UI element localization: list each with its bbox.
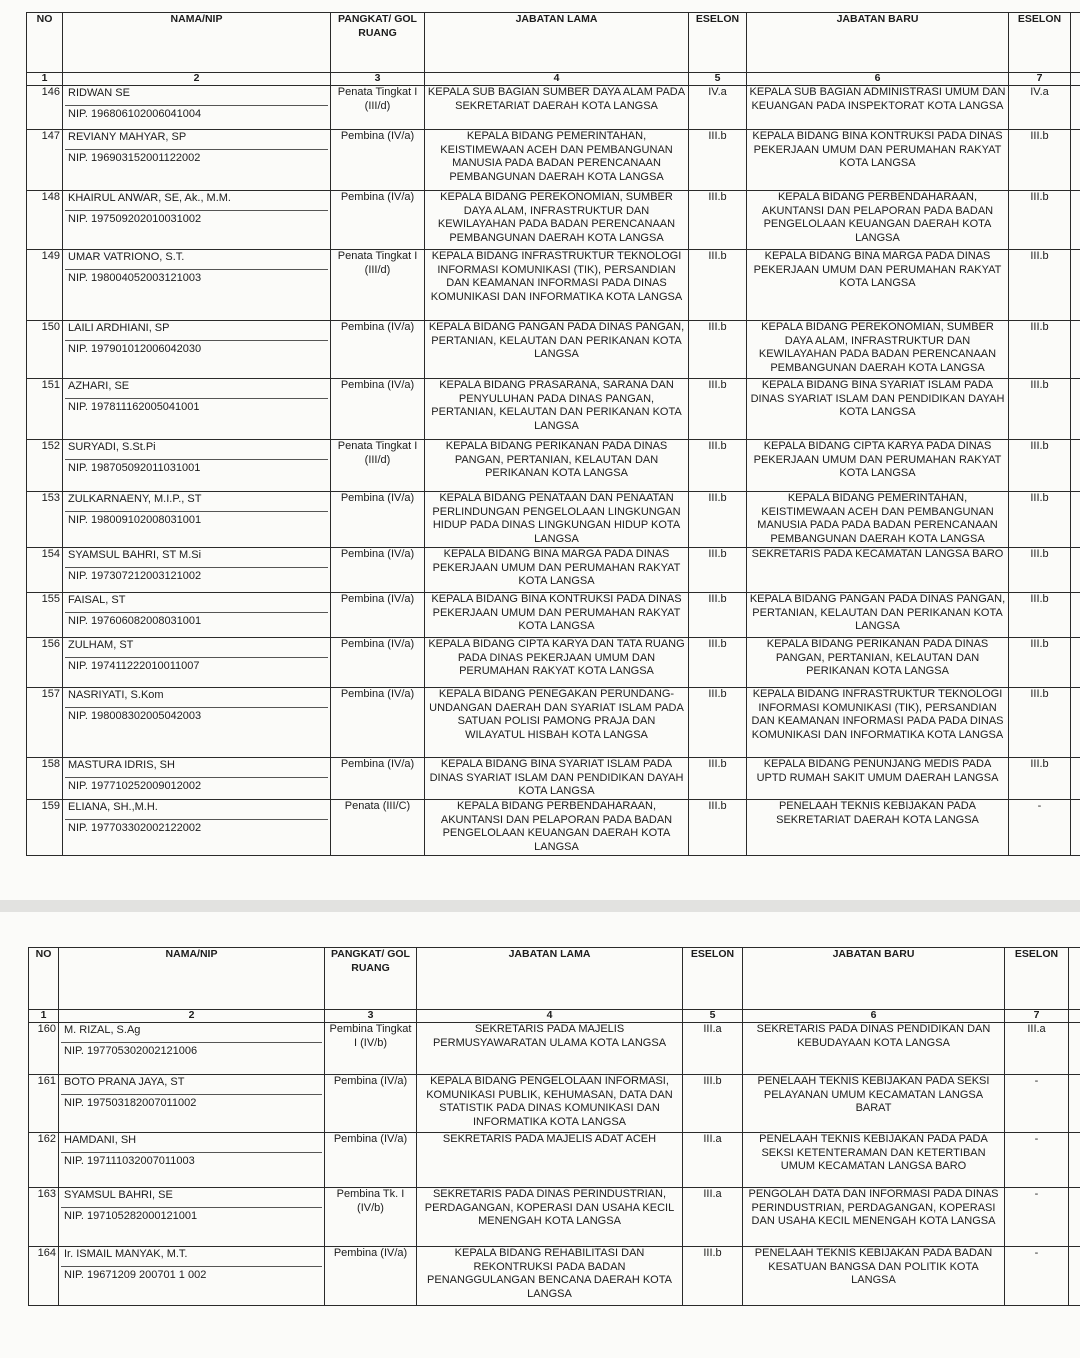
overflow-cell [1071, 191, 1080, 250]
header-eselon-baru: ESELON [1009, 13, 1071, 73]
new-echelon: III.b [1009, 321, 1071, 379]
table-row [29, 1188, 1080, 1247]
employee-name: ELIANA, SH.,M.H. [65, 800, 328, 820]
employee-cell [59, 1247, 325, 1306]
row-number: 152 [27, 440, 63, 492]
header-overflow-cell [1069, 948, 1080, 1010]
employee-name: SYAMSUL BAHRI, ST M.Si [65, 548, 328, 568]
row-number: 149 [27, 250, 63, 321]
table-row [27, 379, 1080, 440]
employee-name: SYAMSUL BAHRI, SE [61, 1188, 322, 1208]
column-number: 4 [417, 1010, 683, 1023]
new-position: KEPALA BIDANG INFRASTRUKTUR TEKNOLOGI INFORMASI KOMUNIKASI (TIK), PERSANDIAN DAN KEAMANAN INFORMASI PADA PADA DINAS KOMUNIKASI DAN INFORMATIKA KOTA LANGSA [747, 688, 1009, 758]
employee-nip: NIP. 197705302002121006 [64, 1045, 198, 1057]
new-echelon: - [1005, 1188, 1069, 1247]
rank-grade: Penata Tingkat I (III/d) [331, 250, 425, 321]
employee-nip: NIP. 197503182007011002 [64, 1097, 197, 1109]
employee-cell [63, 492, 331, 548]
old-position: KEPALA BIDANG PERIKANAN PADA DINAS PANGAN, PERTANIAN, KELAUTAN DAN PERIKANAN KOTA LANGSA [425, 440, 689, 492]
new-echelon: III.b [1009, 130, 1071, 191]
employee-nip: NIP. 197111032007011003 [64, 1155, 195, 1167]
employee-cell [59, 1188, 325, 1247]
new-position: SEKRETARIS PADA KECAMATAN LANGSA BARO [747, 548, 1009, 593]
old-position: KEPALA BIDANG CIPTA KARYA DAN TATA RUANG PADA DINAS PEKERJAAN UMUM DAN PERUMAHAN RAKYAT KOTA LANGSA [425, 638, 689, 688]
employee-nip: NIP. 197901012006042030 [68, 343, 202, 355]
employee-nip: NIP. 197606082008031001 [68, 615, 202, 627]
employee-cell [63, 321, 331, 379]
table-row [27, 250, 1080, 321]
employee-cell [63, 758, 331, 800]
new-position: KEPALA BIDANG BINA SYARIAT ISLAM PADA DINAS SYARIAT ISLAM DAN PENDIDIKAN DAYAH KOTA LANGSA [747, 379, 1009, 440]
rank-grade: Pembina Tk. I (IV/b) [325, 1188, 417, 1247]
employee-cell [63, 379, 331, 440]
new-position: KEPALA BIDANG BINA KONTRUKSI PADA DINAS PEKERJAAN UMUM DAN PERUMAHAN RAKYAT KOTA LANGSA [747, 130, 1009, 191]
column-number: 1 [27, 73, 63, 86]
old-echelon: III.a [683, 1023, 743, 1075]
table-row [27, 800, 1080, 856]
employee-cell [63, 638, 331, 688]
header-no: NO [29, 948, 59, 1010]
employee-name: NASRIYATI, S.Kom [65, 688, 328, 708]
column-number: 1 [29, 1010, 59, 1023]
old-position: KEPALA BIDANG INFRASTRUKTUR TEKNOLOGI INFORMASI KOMUNIKASI (TIK), PERSANDIAN DAN KEAMANAN INFORMASI PADA DINAS KOMUNIKASI DAN INFORMATIKA KOTA LANGSA [425, 250, 689, 321]
rank-grade: Pembina (IV/a) [331, 593, 425, 638]
column-number: 6 [743, 1010, 1005, 1023]
row-number: 162 [29, 1133, 59, 1188]
rank-grade: Penata Tingkat I (III/d) [331, 86, 425, 130]
new-echelon: III.b [1009, 379, 1071, 440]
overflow-cell [1071, 130, 1080, 191]
column-number: 5 [683, 1010, 743, 1023]
row-number: 163 [29, 1188, 59, 1247]
employee-name: SURYADI, S.St.Pi [65, 440, 328, 460]
employee-cell [63, 86, 331, 130]
row-number: 153 [27, 492, 63, 548]
overflow-cell [1071, 800, 1080, 856]
new-position: KEPALA BIDANG PANGAN PADA DINAS PANGAN, PERTANIAN, KELAUTAN DAN PERIKANAN KOTA LANGSA [747, 593, 1009, 638]
overflow-cell [1069, 1188, 1080, 1247]
column-number-row [27, 73, 1080, 86]
header-jabatan-lama: JABATAN LAMA [425, 13, 689, 73]
rank-grade: Pembina (IV/a) [331, 758, 425, 800]
new-echelon: - [1005, 1133, 1069, 1188]
rank-grade: Pembina (IV/a) [325, 1247, 417, 1306]
column-number: 2 [59, 1010, 325, 1023]
old-echelon: III.b [689, 250, 747, 321]
personnel-table-page-2 [28, 947, 1080, 1306]
document-page-2 [0, 912, 1080, 1358]
column-number: 5 [689, 73, 747, 86]
table-header [27, 13, 1080, 86]
old-position: KEPALA SUB BAGIAN SUMBER DAYA ALAM PADA SEKRETARIAT DAERAH KOTA LANGSA [425, 86, 689, 130]
new-position: KEPALA BIDANG CIPTA KARYA PADA DINAS PEKERJAAN UMUM DAN PERUMAHAN RAKYAT KOTA LANGSA [747, 440, 1009, 492]
employee-cell [63, 130, 331, 191]
employee-nip: NIP. 196903152001122002 [68, 152, 201, 164]
table-body-page-2 [29, 1023, 1080, 1306]
new-position: KEPALA BIDANG PENUNJANG MEDIS PADA UPTD RUMAH SAKIT UMUM DAERAH LANGSA [747, 758, 1009, 800]
old-position: KEPALA BIDANG REHABILITASI DAN REKONTRUKSI PADA BADAN PENANGGULANGAN BENCANA DAERAH KOTA LANGSA [417, 1247, 683, 1306]
old-echelon: III.b [689, 440, 747, 492]
employee-name: REVIANY MAHYAR, SP [65, 130, 328, 150]
old-position: KEPALA BIDANG PANGAN PADA DINAS PANGAN, PERTANIAN, KELAUTAN DAN PERIKANAN KOTA LANGSA [425, 321, 689, 379]
employee-nip: NIP. 197811162005041001 [68, 401, 200, 413]
page-separator [0, 900, 1080, 912]
header-jabatan-baru: JABATAN BARU [747, 13, 1009, 73]
table-row [29, 1075, 1080, 1133]
table-row [27, 191, 1080, 250]
employee-cell [63, 548, 331, 593]
old-echelon: III.b [683, 1247, 743, 1306]
column-number-row [29, 1010, 1080, 1023]
old-position: KEPALA BIDANG PEMERINTAHAN, KEISTIMEWAAN ACEH DAN PEMBANGUNAN MANUSIA PADA BADAN PERENCANAAN PEMBANGUNAN DAERAH KOTA LANGSA [425, 130, 689, 191]
employee-cell [63, 800, 331, 856]
overflow-cell [1071, 321, 1080, 379]
employee-nip: NIP. 197710252009012002 [68, 780, 202, 792]
overflow-cell [1069, 1023, 1080, 1075]
column-number: 4 [425, 73, 689, 86]
table-row [27, 548, 1080, 593]
employee-cell [63, 440, 331, 492]
new-position: KEPALA BIDANG PEMERINTAHAN, KEISTIMEWAAN ACEH DAN PEMBANGUNAN MANUSIA PADA PADA BADAN PERENCANAAN PEMBANGUNAN DAERAH KOTA LANGSA [747, 492, 1009, 548]
old-position: KEPALA BIDANG PERBENDAHARAAN, AKUNTANSI DAN PELAPORAN PADA BADAN PENGELOLAAN KEUANGAN DAERAH KOTA LANGSA [425, 800, 689, 856]
employee-name: FAISAL, ST [65, 593, 328, 613]
old-echelon: III.b [689, 548, 747, 593]
old-echelon: III.b [689, 638, 747, 688]
old-position: KEPALA BIDANG PENATAAN DAN PENAATAN PERLINDUNGAN PENGELOLAAN LINGKUNGAN HIDUP PADA DINAS LINGKUNGAN HIDUP KOTA LANGSA [425, 492, 689, 548]
old-echelon: III.b [689, 130, 747, 191]
employee-name: RIDWAN SE [65, 86, 328, 106]
header-pangkat: PANGKAT/ GOL RUANG [331, 13, 425, 73]
old-echelon: III.b [689, 321, 747, 379]
table-row [29, 1023, 1080, 1075]
employee-nip: NIP. 197105282000121001 [64, 1210, 198, 1222]
row-number: 155 [27, 593, 63, 638]
new-position: SEKRETARIS PADA DINAS PENDIDIKAN DAN KEBUDAYAAN KOTA LANGSA [743, 1023, 1005, 1075]
row-number: 160 [29, 1023, 59, 1075]
new-echelon: III.b [1009, 191, 1071, 250]
new-position: KEPALA SUB BAGIAN ADMINISTRASI UMUM DAN KEUANGAN PADA INSPEKTORAT KOTA LANGSA [747, 86, 1009, 130]
old-position: KEPALA BIDANG PENGELOLAAN INFORMASI, KOMUNIKASI PUBLIK, KEHUMASAN, DATA DAN STATISTIK PADA DINAS KOMUNIKASI DAN INFORMATIKA KOTA LANGSA [417, 1075, 683, 1133]
overflow-cell [1071, 379, 1080, 440]
old-position: SEKRETARIS PADA MAJELIS PERMUSYAWARATAN ULAMA KOTA LANGSA [417, 1023, 683, 1075]
rank-grade: Pembina (IV/a) [331, 130, 425, 191]
header-overflow-cell [1071, 13, 1080, 73]
new-position: KEPALA BIDANG PERBENDAHARAAN, AKUNTANSI DAN PELAPORAN PADA BADAN PENGELOLAAN KEUANGAN DAERAH KOTA LANGSA [747, 191, 1009, 250]
row-number: 151 [27, 379, 63, 440]
employee-nip: NIP. 19671209 200701 1 002 [64, 1269, 207, 1281]
header-eselon-lama: ESELON [689, 13, 747, 73]
employee-nip: NIP. 198009102008031001 [68, 514, 202, 526]
old-echelon: III.a [683, 1188, 743, 1247]
overflow-cell [1071, 758, 1080, 800]
table-header [29, 948, 1080, 1023]
old-position: KEPALA BIDANG BINA KONTRUKSI PADA DINAS PEKERJAAN UMUM DAN PERUMAHAN RAKYAT KOTA LANGSA [425, 593, 689, 638]
new-position: PENELAAH TEKNIS KEBIJAKAN PADA SEKRETARIAT DAERAH KOTA LANGSA [747, 800, 1009, 856]
new-position: PENGOLAH DATA DAN INFORMASI PADA DINAS PERINDUSTRIAN, PERDAGANGAN, KOPERASI DAN USAHA KECIL MENENGAH KOTA LANGSA [743, 1188, 1005, 1247]
header-pangkat: PANGKAT/ GOL RUANG [325, 948, 417, 1010]
row-number: 150 [27, 321, 63, 379]
rank-grade: Pembina (IV/a) [325, 1133, 417, 1188]
employee-cell [59, 1133, 325, 1188]
employee-name: AZHARI, SE [65, 379, 328, 399]
employee-nip: NIP. 197509202010031002 [68, 213, 202, 225]
new-echelon: III.b [1009, 688, 1071, 758]
new-position: PENELAAH TEKNIS KEBIJAKAN PADA SEKSI PELAYANAN UMUM KECAMATAN LANGSA BARAT [743, 1075, 1005, 1133]
new-echelon: IV.a [1009, 86, 1071, 130]
rank-grade: Pembina (IV/a) [331, 548, 425, 593]
column-number: 3 [325, 1010, 417, 1023]
overflow-cell [1069, 1075, 1080, 1133]
overflow-cell [1071, 250, 1080, 321]
rank-grade: Pembina (IV/a) [331, 688, 425, 758]
table-row [27, 492, 1080, 548]
old-echelon: III.b [689, 593, 747, 638]
employee-nip: NIP. 196806102006041004 [68, 108, 202, 120]
new-echelon: - [1009, 800, 1071, 856]
new-echelon: III.a [1005, 1023, 1069, 1075]
overflow-cell [1071, 86, 1080, 130]
table-row [27, 688, 1080, 758]
employee-nip: NIP. 198004052003121003 [68, 272, 202, 284]
employee-nip: NIP. 197307212003121002 [68, 570, 202, 582]
header-no: NO [27, 13, 63, 73]
rank-grade: Pembina (IV/a) [331, 492, 425, 548]
overflow-cell [1069, 1133, 1080, 1188]
employee-cell [63, 250, 331, 321]
row-number: 164 [29, 1247, 59, 1306]
overflow-cell [1071, 638, 1080, 688]
overflow-cell [1071, 593, 1080, 638]
employee-name: Ir. ISMAIL MANYAK, M.T. [61, 1247, 322, 1267]
table-body-page-1 [27, 86, 1080, 856]
table-row [27, 130, 1080, 191]
new-position: PENELAAH TEKNIS KEBIJAKAN PADA PADA SEKSI KETENTERAMAN DAN KETERTIBAN UMUM KECAMATAN LANGSA BARO [743, 1133, 1005, 1188]
old-echelon: III.b [689, 758, 747, 800]
table-row [27, 321, 1080, 379]
row-number: 146 [27, 86, 63, 130]
employee-name: ZULKARNAENY, M.I.P., ST [65, 492, 328, 512]
old-position: KEPALA BIDANG BINA MARGA PADA DINAS PEKERJAAN UMUM DAN PERUMAHAN RAKYAT KOTA LANGSA [425, 548, 689, 593]
employee-cell [63, 593, 331, 638]
old-position: SEKRETARIS PADA DINAS PERINDUSTRIAN, PERDAGANGAN, KOPERASI DAN USAHA KECIL MENENGAH KOTA LANGSA [417, 1188, 683, 1247]
header-jabatan-lama: JABATAN LAMA [417, 948, 683, 1010]
column-number: 2 [63, 73, 331, 86]
employee-name: UMAR VATRIONO, S.T. [65, 250, 328, 270]
column-number: 6 [747, 73, 1009, 86]
overflow-cell [1069, 1247, 1080, 1306]
row-number: 156 [27, 638, 63, 688]
old-echelon: III.a [683, 1133, 743, 1188]
employee-name: ZULHAM, ST [65, 638, 328, 658]
rank-grade: Pembina (IV/a) [331, 379, 425, 440]
employee-name: KHAIRUL ANWAR, SE, Ak., M.M. [65, 191, 328, 211]
employee-nip: NIP. 198008302005042003 [68, 710, 202, 722]
overflow-cell [1071, 548, 1080, 593]
old-echelon: III.b [689, 688, 747, 758]
row-number: 157 [27, 688, 63, 758]
rank-grade: Penata (III/C) [331, 800, 425, 856]
old-position: SEKRETARIS PADA MAJELIS ADAT ACEH [417, 1133, 683, 1188]
employee-name: MASTURA IDRIS, SH [65, 758, 328, 778]
row-number: 147 [27, 130, 63, 191]
column-number: 7 [1005, 1010, 1069, 1023]
table-row [29, 1247, 1080, 1306]
table-row [27, 638, 1080, 688]
row-number: 148 [27, 191, 63, 250]
old-position: KEPALA BIDANG BINA SYARIAT ISLAM PADA DINAS SYARIAT ISLAM DAN PENDIDIKAN DAYAH KOTA LANGSA [425, 758, 689, 800]
new-position: KEPALA BIDANG PEREKONOMIAN, SUMBER DAYA ALAM, INFRASTRUKTUR DAN KEWILAYAHAN PADA BADAN PERENCANAAN PEMBANGUNAN DAERAH KOTA LANGSA [747, 321, 1009, 379]
rank-grade: Penata Tingkat I (III/d) [331, 440, 425, 492]
new-echelon: III.b [1009, 593, 1071, 638]
overflow-cell [1071, 688, 1080, 758]
new-echelon: III.b [1009, 638, 1071, 688]
overflow-cell [1071, 440, 1080, 492]
old-echelon: III.b [689, 379, 747, 440]
personnel-table-page-1 [26, 12, 1080, 856]
employee-cell [59, 1023, 325, 1075]
new-echelon: III.b [1009, 440, 1071, 492]
employee-nip: NIP. 198705092011031001 [68, 462, 201, 474]
table-row [27, 758, 1080, 800]
header-eselon-lama: ESELON [683, 948, 743, 1010]
old-position: KEPALA BIDANG PENEGAKAN PERUNDANG-UNDANGAN DAERAH DAN SYARIAT ISLAM PADA SATUAN POLISI PAMONG PRAJA DAN WILAYATUL HISBAH KOTA LANGSA [425, 688, 689, 758]
header-nama-nip: NAMA/NIP [59, 948, 325, 1010]
rank-grade: Pembina (IV/a) [325, 1075, 417, 1133]
old-echelon: III.b [689, 800, 747, 856]
new-echelon: III.b [1009, 250, 1071, 321]
old-position: KEPALA BIDANG PRASARANA, SARANA DAN PENYULUHAN PADA DINAS PANGAN, PERTANIAN, KELAUTAN DAN PERIKANAN KOTA LANGSA [425, 379, 689, 440]
table-row [27, 440, 1080, 492]
employee-name: LAILI ARDHIANI, SP [65, 321, 328, 341]
old-position: KEPALA BIDANG PEREKONOMIAN, SUMBER DAYA ALAM, INFRASTRUKTUR DAN KEWILAYAHAN PADA BADAN PERENCANAAN PEMBANGUNAN DAERAH KOTA LANGSA [425, 191, 689, 250]
table-row [27, 593, 1080, 638]
row-number: 158 [27, 758, 63, 800]
column-number: 7 [1009, 73, 1071, 86]
new-echelon: - [1005, 1247, 1069, 1306]
row-number: 159 [27, 800, 63, 856]
new-echelon: III.b [1009, 492, 1071, 548]
rank-grade: Pembina (IV/a) [331, 321, 425, 379]
rank-grade: Pembina (IV/a) [331, 191, 425, 250]
employee-name: M. RIZAL, S.Ag [61, 1023, 322, 1043]
new-echelon: - [1005, 1075, 1069, 1133]
row-number: 154 [27, 548, 63, 593]
table-row [27, 86, 1080, 130]
new-position: PENELAAH TEKNIS KEBIJAKAN PADA BADAN KESATUAN BANGSA DAN POLITIK KOTA LANGSA [743, 1247, 1005, 1306]
old-echelon: III.b [689, 492, 747, 548]
new-position: KEPALA BIDANG PERIKANAN PADA DINAS PANGAN, PERTANIAN, KELAUTAN DAN PERIKANAN KOTA LANGSA [747, 638, 1009, 688]
employee-nip: NIP. 197703302002122002 [68, 822, 202, 834]
old-echelon: III.b [683, 1075, 743, 1133]
rank-grade: Pembina (IV/a) [331, 638, 425, 688]
table-row [29, 1133, 1080, 1188]
header-nama-nip: NAMA/NIP [63, 13, 331, 73]
old-echelon: III.b [689, 191, 747, 250]
overflow-cell [1071, 492, 1080, 548]
employee-cell [63, 688, 331, 758]
new-echelon: III.b [1009, 758, 1071, 800]
row-number: 161 [29, 1075, 59, 1133]
header-jabatan-baru: JABATAN BARU [743, 948, 1005, 1010]
employee-name: HAMDANI, SH [61, 1133, 322, 1153]
column-number: 3 [331, 73, 425, 86]
employee-name: BOTO PRANA JAYA, ST [61, 1075, 322, 1095]
rank-grade: Pembina Tingkat I (IV/b) [325, 1023, 417, 1075]
new-echelon: III.b [1009, 548, 1071, 593]
header-eselon-baru: ESELON [1005, 948, 1069, 1010]
old-echelon: IV.a [689, 86, 747, 130]
employee-cell [59, 1075, 325, 1133]
new-position: KEPALA BIDANG BINA MARGA PADA DINAS PEKERJAAN UMUM DAN PERUMAHAN RAKYAT KOTA LANGSA [747, 250, 1009, 321]
employee-nip: NIP. 197411222010011007 [68, 660, 200, 672]
employee-cell [63, 191, 331, 250]
